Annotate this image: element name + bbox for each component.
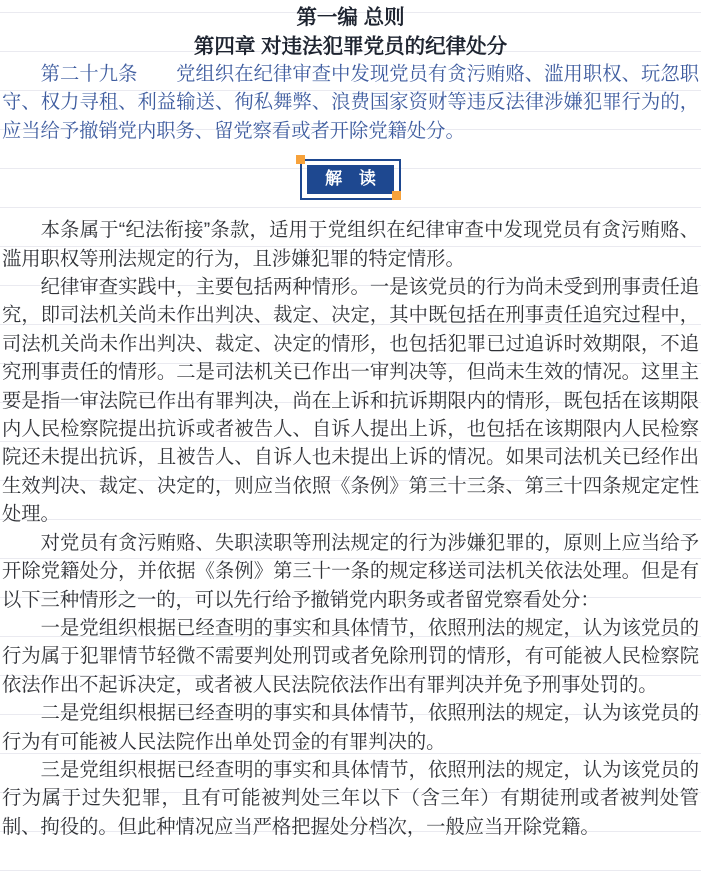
corner-accent-top-left-icon	[296, 155, 305, 164]
chapter-title: 第四章 对违法犯罪党员的纪律处分	[193, 35, 508, 58]
analysis-paragraph-4: 一是党组织根据已经查明的事实和具体情节，依照刑法的规定，认为该党员的行为属于犯罪情节轻微不需要判处刑罚或者免除刑罚的情形，有可能被人民检察院依法作出不起诉决定，或者被人民法院依法作出有罪判决并免予刑事处罚的。	[2, 617, 699, 696]
article-paragraph	[2, 61, 699, 146]
analysis-paragraph-2: 纪律审查实践中，主要包括两种情形。一是该党员的行为尚未受到刑事责任追究，即司法机关尚未作出判决、裁定、决定，其中既包括在刑事责任追究过程中，司法机关尚未作出判决、裁定、决定的情形，也包括犯罪已过追诉时效期限，不追究刑事责任的情形。二是司法机关已作出一审判决等，但尚未生效的情况。这里主要是指一审法院已作出有罪判决，尚在上诉和抗诉期限内的情形，既包括在该期限内人民检察院提出抗诉或者被告人、自诉人提出上诉，也包括在该期限内人民检察院还未提出抗诉，且被告人、自诉人也未提出上诉的情况。如果司法机关已经作出生效判决、裁定、决定的，则应当依照《条例》第三十三条、第三十四条规定定性处理。	[2, 277, 699, 526]
article-text: 党组织在纪律审查中发现党员有贪污贿赂、滥用职权、玩忽职守、权力寻租、利益输送、徇私舞弊、浪费国家资财等违反法律涉嫌犯罪行为的，应当给予撤销党内职务、留党察看或者开除党籍处分。	[2, 64, 700, 142]
analysis-paragraph-1: 本条属于“纪法衔接”条款，适用于党组织在纪律审查中发现党员有贪污贿赂、滥用职权等刑法规定的行为，且涉嫌犯罪的特定情形。	[2, 220, 699, 270]
analysis-paragraph-6: 三是党组织根据已经查明的事实和具体情节，依照刑法的规定，认为该党员的行为属于过失犯罪，且有可能被判处三年以下（含三年）有期徒刑或者被判处管制、拘役的。但此种情况应当严格把握处分档次，一般应当开除党籍。	[2, 759, 699, 838]
analysis-paragraph-5: 二是党组织根据已经查明的事实和具体情节，依照刑法的规定，认为该党员的行为有可能被人民法院作出单处罚金的有罪判决的。	[2, 703, 699, 753]
interpretation-badge-label: 解 读	[307, 165, 394, 194]
interpretation-badge	[300, 159, 401, 200]
part-title: 第一编 总则	[296, 6, 405, 29]
corner-accent-bottom-right-icon	[392, 191, 401, 200]
article-number: 第二十九条	[40, 64, 138, 85]
analysis-paragraph-3: 对党员有贪污贿赂、失职渎职等刑法规定的行为涉嫌犯罪的，原则上应当给予开除党籍处分，并依据《条例》第三十一条的规定移送司法机关依法处理。但是有以下三种情形之一的，可以先行给予撤销党内职务或者留党察看处分：	[2, 532, 699, 611]
